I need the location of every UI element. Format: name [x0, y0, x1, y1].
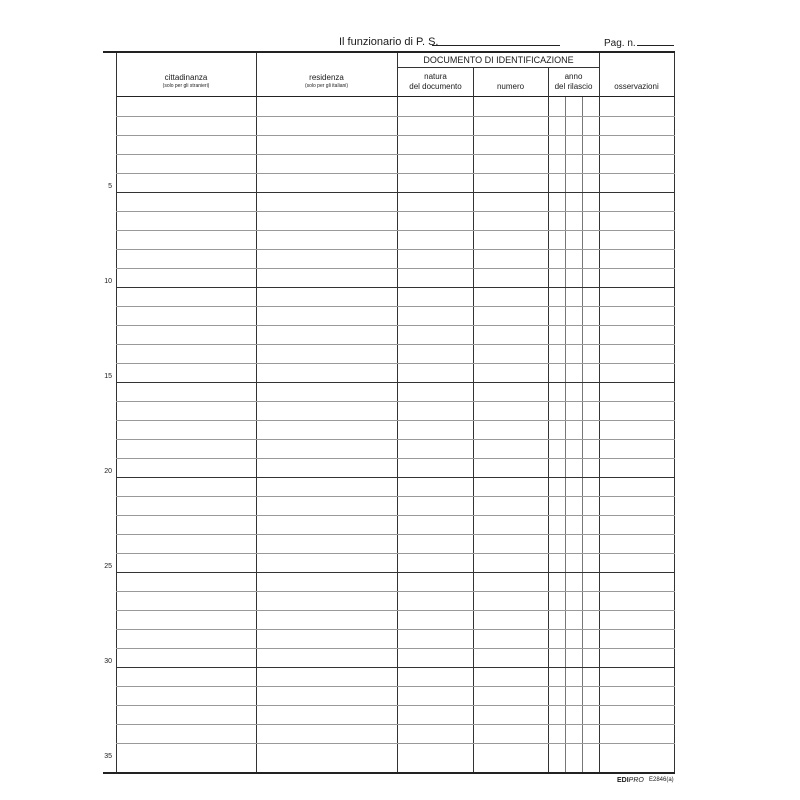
- column-divider: [256, 53, 257, 772]
- row-line: [116, 344, 675, 345]
- row-line: [116, 610, 675, 611]
- row-line: [116, 135, 675, 136]
- row-line: [116, 667, 675, 668]
- row-line: [116, 439, 675, 440]
- row-number: 20: [104, 468, 112, 475]
- row-line: [116, 401, 675, 402]
- row-line: [116, 306, 675, 307]
- row-line: [116, 382, 675, 383]
- header-cittadinanza: cittadinanza (solo per gli stranieri): [162, 73, 210, 89]
- document-group-divider: [398, 67, 599, 68]
- row-line: [116, 154, 675, 155]
- row-number: 30: [104, 658, 112, 665]
- column-divider: [674, 53, 675, 772]
- row-line: [116, 230, 675, 231]
- row-line: [116, 591, 675, 592]
- row-line: [116, 496, 675, 497]
- row-line: [116, 553, 675, 554]
- row-line: [116, 268, 675, 269]
- row-line: [116, 420, 675, 421]
- row-line: [116, 686, 675, 687]
- form-code: E2846(a): [649, 777, 674, 783]
- row-number: 15: [104, 373, 112, 380]
- row-line: [116, 116, 675, 117]
- header-numero: numero: [496, 82, 525, 91]
- row-number: 35: [104, 753, 112, 760]
- header-residenza: residenza (solo per gli italiani): [304, 73, 349, 89]
- header-documento-group: DOCUMENTO DI IDENTIFICAZIONE: [423, 55, 574, 65]
- row-line: [116, 629, 675, 630]
- page-number-label: Pag. n.: [604, 38, 636, 49]
- row-line: [116, 534, 675, 535]
- column-divider: [599, 53, 600, 772]
- row-line: [116, 458, 675, 459]
- row-line: [116, 477, 675, 478]
- table-bottom-border: [103, 772, 675, 774]
- row-line: [116, 724, 675, 725]
- year-digit-divider: [582, 97, 583, 772]
- row-line: [116, 705, 675, 706]
- row-number: 5: [108, 183, 112, 190]
- row-line: [116, 249, 675, 250]
- column-divider: [397, 53, 398, 772]
- column-divider: [116, 53, 117, 772]
- row-line: [116, 192, 675, 193]
- row-number: 10: [104, 278, 112, 285]
- row-line: [116, 211, 675, 212]
- row-line: [116, 173, 675, 174]
- row-line: [116, 287, 675, 288]
- row-line: [116, 743, 675, 744]
- table-top-border: [103, 51, 675, 53]
- funzionario-signature-line: [432, 45, 560, 46]
- row-line: [116, 325, 675, 326]
- funzionario-label: Il funzionario di P. S.: [339, 36, 439, 48]
- table-header-bottom-border: [116, 96, 675, 97]
- row-line: [116, 363, 675, 364]
- row-line: [116, 572, 675, 573]
- row-line: [116, 515, 675, 516]
- header-natura-documento: natura del documento: [409, 72, 462, 91]
- year-digit-divider: [565, 97, 566, 772]
- brand-logo: EDIPRO: [617, 777, 644, 784]
- row-number: 25: [104, 563, 112, 570]
- header-osservazioni: osservazioni: [614, 82, 659, 91]
- page-number-line: [637, 45, 674, 46]
- row-line: [116, 648, 675, 649]
- header-anno-rilascio: anno del rilascio: [554, 72, 593, 91]
